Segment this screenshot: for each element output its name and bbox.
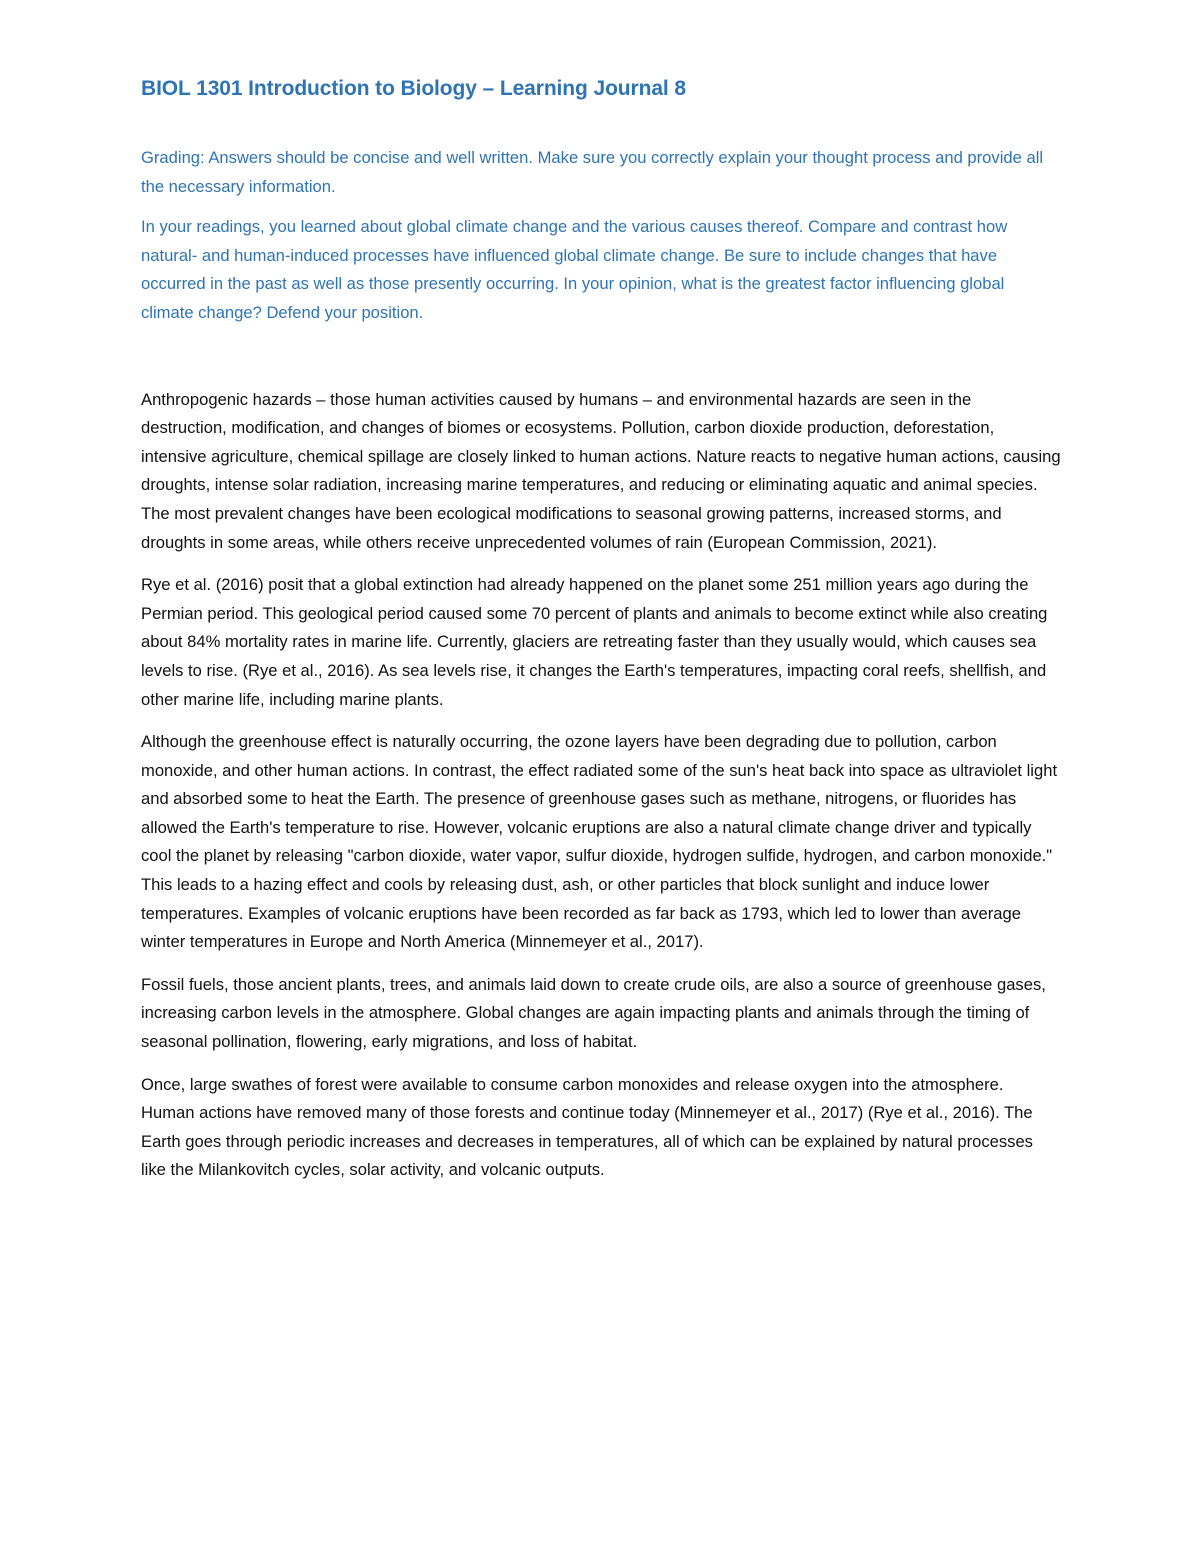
paragraph-forests-natural-cycles: Once, large swathes of forest were available to consume carbon monoxides and release oxygen into the atmosphere. Human actions have removed many of those forests and continue today (Minnemeyer et al., 2017) (Rye et al., 2016). The Earth goes through periodic increases and decreases in temperatures, all of which can be explained by natural processes like the Milankovitch cycles, solar activity, and volcanic outputs. bbox=[141, 1074, 1033, 1180]
paragraph-greenhouse-volcanic: Although the greenhouse effect is naturally occurring, the ozone layers have been degrading due to pollution, carbon monoxide, and other human actions. In contrast, the effect radiated some of the sun's heat back into space as ultraviolet light and absorbed some to heat the Earth. The presence of greenhouse gases such as methane, nitrogens, or fluorides has allowed the Earth's temperature to rise. However, volcanic eruptions are also a natural climate change driver and typically cool the planet by releasing "carbon dioxide, water vapor, sulfur dioxide, hydrogen sulfide, hydrogen, and carbon monoxide." This leads to a hazing effect and cools by releasing dust, ash, or other particles that block sunlight and induce lower temperatures. Examples of volcanic eruptions have been recorded as far back as 1793, which led to lower than average winter temperatures in Europe and North America (Minnemeyer et al., 2017). bbox=[141, 732, 1058, 952]
paragraph-permian-extinction: Rye et al. (2016) posit that a global extinction had already happened on the planet some 251 million years ago during the Permian period. This geological period caused some 70 percent of plants and animals to become extinct while also creating about 84% mortality rates in marine life. Currently, glaciers are retreating faster than they usually would, which causes sea levels to rise. (Rye et al., 2016). As sea levels rise, it changes the Earth's temperatures, impacting coral reefs, shellfish, and other marine life, including marine plants. bbox=[141, 575, 1048, 709]
document-title: BIOL 1301 Introduction to Biology – Learning Journal 8 bbox=[141, 77, 686, 100]
assignment-prompt: In your readings, you learned about global climate change and the various causes thereof. Compare and contrast how natural- and human-induced processes have influenced global climate change. Be sure to include changes that have occurred in the past as well as those presently occurring. In your opinion, what is the greatest factor influencing global climate change? Defend your position. bbox=[141, 217, 1008, 322]
assignment-instructions bbox=[141, 144, 1061, 328]
journal-response bbox=[141, 386, 1061, 1185]
paragraph-fossil-fuels: Fossil fuels, those ancient plants, trees, and animals laid down to create crude oils, are also a source of greenhouse gases, increasing carbon levels in the atmosphere. Global changes are again impacting plants and animals through the timing of seasonal pollination, flowering, early migrations, and loss of habitat. bbox=[141, 974, 1046, 1052]
paragraph-anthropogenic-hazards: Anthropogenic hazards – those human activities caused by humans – and environmental hazards are seen in the destruction, modification, and changes of biomes or ecosystems. Pollution, carbon dioxide production, deforestation, intensive agriculture, chemical spillage are closely linked to human actions. Nature reacts to negative human actions, causing droughts, intense solar radiation, increasing marine temperatures, and reducing or eliminating aquatic and animal species. The most prevalent changes have been ecological modifications to seasonal growing patterns, increased storms, and droughts in some areas, while others receive unprecedented volumes of rain (European Commission, 2021). bbox=[141, 389, 1061, 552]
grading-instructions: Grading: Answers should be concise and well written. Make sure you correctly explain your thought process and provide all the necessary information. bbox=[141, 148, 1044, 196]
document-content bbox=[141, 74, 1061, 1199]
